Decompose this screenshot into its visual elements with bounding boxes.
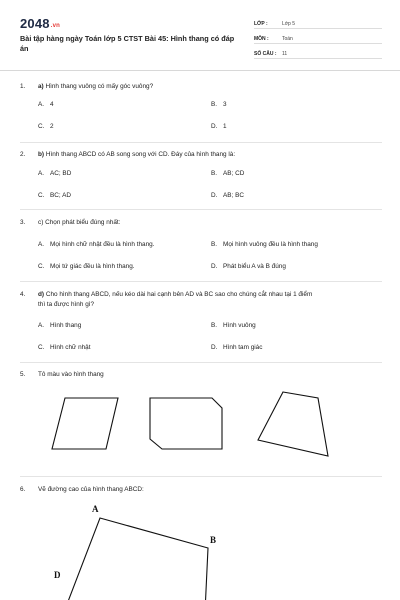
question-body: Hình thang ABCD có AB song song với CD. Đáy của hình thang là: [45, 151, 236, 158]
option-text: AC; BD [50, 170, 72, 177]
header-divider [0, 70, 400, 71]
option-text: AB; CD [223, 170, 245, 177]
meta-value: Toán [282, 36, 293, 42]
answer-option-d[interactable] [211, 343, 262, 352]
option-letter: A. [38, 241, 45, 248]
question-number: 3. [20, 219, 26, 226]
option-letter: C. [38, 344, 45, 351]
answer-option-c[interactable] [38, 122, 54, 131]
meta-label: SỐ CÂU : [254, 51, 277, 57]
answer-option-d[interactable] [211, 191, 244, 200]
question-prefix: d) [38, 291, 45, 298]
logo-text: 2048 [20, 16, 50, 31]
option-letter: B. [211, 101, 218, 108]
logo-suffix: .vn [50, 23, 61, 29]
option-text: 3 [223, 101, 227, 108]
question-number: 2. [20, 151, 26, 158]
question-prefix: a) [38, 83, 44, 90]
answer-option-b[interactable] [211, 169, 244, 178]
question-text [38, 82, 378, 92]
meta-row-count [254, 46, 382, 59]
option-letter: D. [211, 123, 218, 130]
option-letter: B. [211, 170, 218, 177]
question-separator [20, 281, 382, 282]
option-text: 4 [50, 101, 54, 108]
shapes-figure [0, 388, 400, 458]
option-letter: B. [211, 322, 218, 329]
meta-value: Lớp 5 [282, 21, 296, 27]
document-title: Bài tập hàng ngày Toán lớp 5 CTST Bài 45: Hình thang có đáp án [20, 34, 235, 53]
question-separator [20, 362, 382, 363]
hexagon-shape[interactable] [150, 398, 222, 449]
option-text: 1 [223, 123, 227, 130]
question-text: Vẽ đường cao của hình thang ABCD: [38, 486, 144, 493]
option-text: BC; AD [50, 192, 71, 199]
meta-row-subject [254, 31, 382, 44]
option-text: Mọi hình chữ nhật đều là hình thang. [50, 241, 155, 248]
question-number: 1. [20, 83, 26, 90]
option-text: Hình tam giác [223, 344, 263, 351]
meta-label: LỚP : [254, 21, 268, 27]
option-text: Hình chữ nhật [50, 344, 91, 351]
question-number: 6. [20, 486, 26, 493]
option-letter: A. [38, 170, 45, 177]
meta-label: MÔN : [254, 36, 269, 42]
answer-option-d[interactable] [211, 122, 227, 131]
answer-option-c[interactable] [38, 191, 71, 200]
trapezoid-shape[interactable] [258, 392, 328, 456]
answer-option-a[interactable] [38, 169, 71, 178]
question-prefix: c) [38, 219, 44, 226]
question-text: Tô màu vào hình thang [38, 371, 104, 378]
question-separator [20, 142, 382, 143]
option-text: 2 [50, 123, 54, 130]
option-letter: D. [211, 263, 218, 270]
answer-option-b[interactable] [211, 240, 318, 249]
question-text [38, 150, 378, 160]
answer-option-b[interactable] [211, 100, 227, 109]
option-letter: D. [211, 192, 218, 199]
question-separator [20, 476, 382, 477]
meta-value: 11 [282, 51, 288, 57]
option-letter: C. [38, 192, 45, 199]
meta-row-class [254, 16, 382, 29]
question-text [38, 218, 378, 228]
answer-option-a[interactable] [38, 321, 81, 330]
option-letter: A. [38, 322, 45, 329]
meta-info [254, 16, 382, 61]
question-number: 5. [20, 371, 26, 378]
option-text: Hình thang [50, 322, 82, 329]
trapezoid-abcd-outline[interactable] [64, 518, 208, 600]
option-text: AB; BC [223, 192, 244, 199]
answer-option-d[interactable] [211, 262, 286, 271]
answer-option-a[interactable] [38, 240, 154, 249]
option-letter: D. [211, 344, 218, 351]
option-letter: B. [211, 241, 218, 248]
option-letter: A. [38, 101, 45, 108]
answer-option-c[interactable] [38, 343, 91, 352]
option-text: Hình vuông [223, 322, 256, 329]
question-body: Hình thang vuông có mấy góc vuông? [45, 83, 154, 90]
point-a-label: A [92, 504, 99, 514]
option-text: Mọi tứ giác đều là hình thang. [50, 263, 135, 270]
document-header [20, 14, 382, 68]
answer-option-a[interactable] [38, 100, 54, 109]
parallelogram-shape[interactable] [52, 398, 118, 449]
question-separator [20, 209, 382, 210]
question-text [38, 290, 378, 310]
option-text: Mọi hình vuông đều là hình thang [223, 241, 318, 248]
site-logo[interactable] [20, 16, 60, 31]
answer-option-b[interactable] [211, 321, 256, 330]
point-b-label: B [210, 535, 217, 545]
answer-option-c[interactable] [38, 262, 135, 271]
question-number: 4. [20, 291, 26, 298]
option-letter: C. [38, 123, 45, 130]
option-letter: C. [38, 263, 45, 270]
point-d-label: D [54, 570, 61, 580]
question-body-line-1: Cho hình thang ABCD, nếu kéo dài hai cạnh bên AD và BC sao cho chúng cắt nhau tại 1 điểm [45, 291, 313, 298]
question-body: Chọn phát biểu đúng nhất: [45, 219, 121, 226]
question-body-line-2: thì ta được hình gì? [38, 301, 95, 308]
trapezoid-abcd-figure [0, 498, 400, 600]
question-prefix: b) [38, 151, 45, 158]
option-text: Phát biểu A và B đúng [223, 263, 286, 270]
